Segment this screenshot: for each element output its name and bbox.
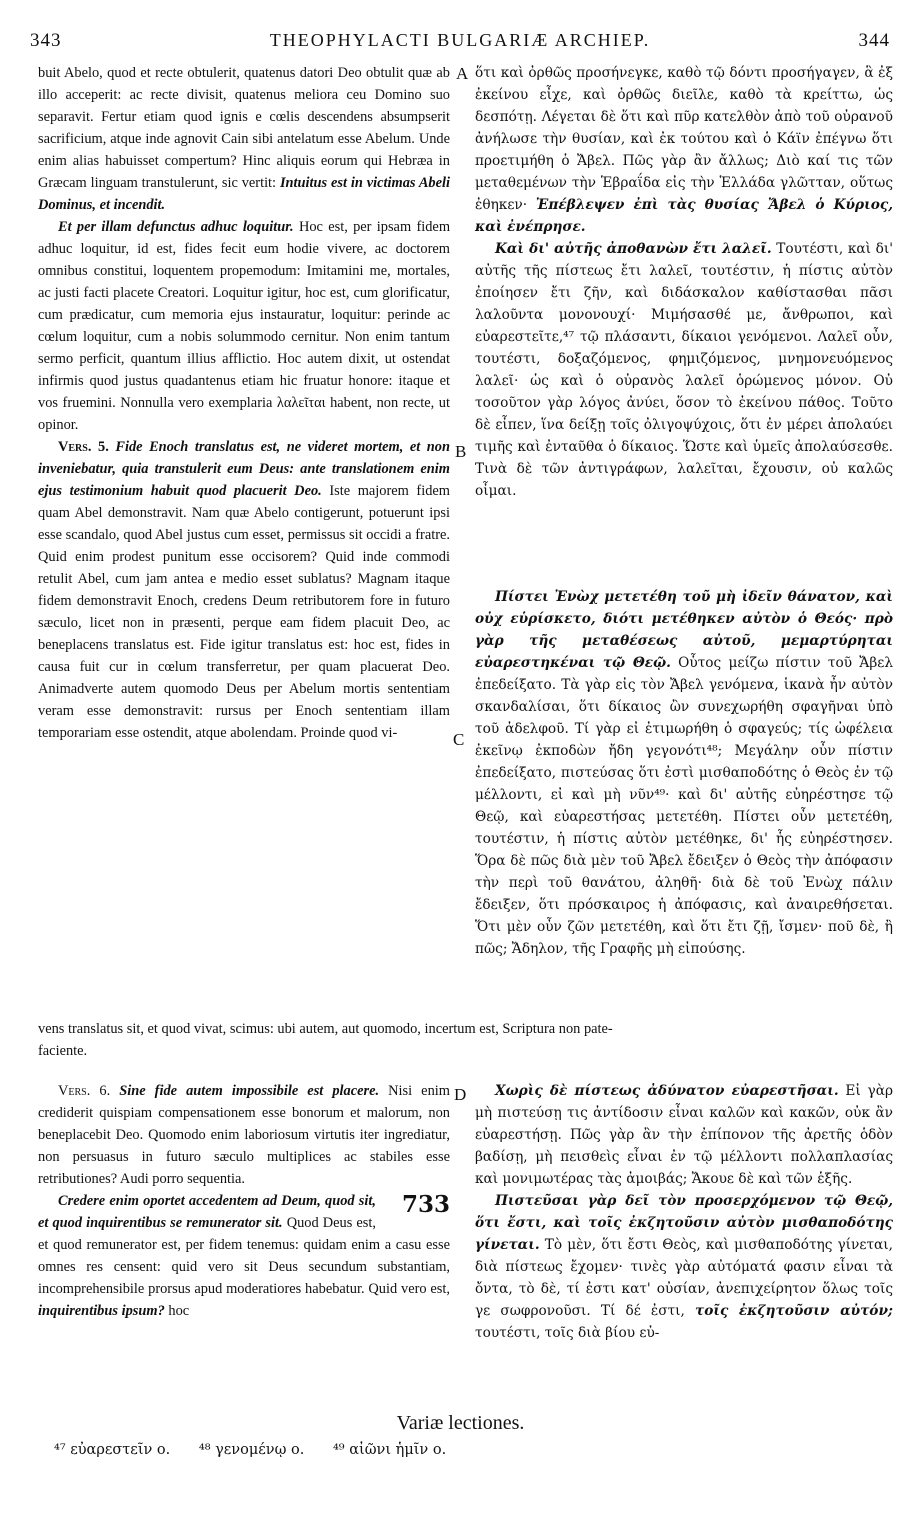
latin-quotation: Intuitus est in victimas Abeli Dominus, et incendit. <box>38 175 450 213</box>
margin-letter-c: C <box>453 730 465 749</box>
margin-letter-b: B <box>455 442 467 461</box>
greek-text: Τουτέστι, καὶ δι' αὐτῆς τῆς πίστεως ἔτι λαλεῖ, τουτέστιν, ἡ πίστις αὐτὸν ἐποίησεν ἔτι ζῆν, καὶ διδάσκαλον καθίστασθαι πᾶσι λαλοῦντα μονονουχί· Μιμήσασθέ με, ἄνθρωποι, καὶ εὐαρεστεῖτε,⁴⁷ τῷ πλάσαντι, δίκαιοι γενόμενοι. Λαλεῖ οὖν, τουτέστι, δοξαζόμενος, φημιζόμενος, μνημονευόμενος λαλεῖ· ὡς καὶ ὁ οὐρανὸς λαλεῖ ὁρώμενος μόνον. Οὐ τοσοῦτον γὰρ λόγος ἀνύει, ὅσον τὸ ἐκείνου πάθος. Τοῦτο δὲ εἶπεν, ἵνα δείξῃ τοῖς ὀλιγοψύχοις, ὅτι ἐν μέρει ἀπολαύει τιμῆς καὶ ἐνταῦθα ὁ δίκαιος. Ὥστε καὶ ὑμεῖς ἀπολαύσεσθε. Τινὰ δὲ τῶν ἀντιγράφων, λαλεῖται, ἔχουσιν, οὐ καλῶς οἶμαι. <box>475 241 893 499</box>
greek-text: Εἰ γὰρ μὴ πιστεύσῃ τις ἀντίδοσιν εἶναι καλῶν καὶ κακῶν, οὐκ ἂν εὐαρεστήσῃ. Πῶς γὰρ ἂν τὴν ἐπίπονον τῆς ἀρετῆς ὁδὸν βαδίσῃ, μὴ πεισθεὶς εἶναι ἐν τῷ μέλλοντι πολλαπλασίας καὶ μονιμωτέρας τὰς ἀμοιβάς; Ἄκουε δὲ καὶ τῶν ἑξῆς. <box>475 1083 893 1187</box>
greek-lemma: Πιστεῦσαι γὰρ δεῖ τὸν προσερχόμενον τῷ Θεῷ, ὅτι ἔστι, καὶ τοῖς ἐκζητοῦσιν αὐτὸν μισθαποδότης γίνεται. <box>475 1193 893 1253</box>
greek-lemma: τοῖς ἐκζητοῦσιν αὐτόν; <box>695 1303 893 1319</box>
latin-paragraph <box>38 1190 450 1322</box>
latin-lemma: Fide Enoch translatus est, ne videret mortem, et non inveniebatur, quia transtulerit eum Deus: ante translationem enim ejus testimonium habuit quod placuerit Deo. <box>38 439 450 499</box>
greek-column-upper <box>475 62 893 502</box>
latin-column-upper <box>38 62 450 744</box>
page-number-left: 343 <box>30 30 62 51</box>
footnote: ⁴⁹ αἰῶνι ἡμῖν ο. <box>332 1442 447 1458</box>
greek-paragraph <box>475 238 893 502</box>
latin-text: hoc <box>168 1303 190 1319</box>
greek-paragraph <box>475 62 893 238</box>
latin-lemma: Credere enim oportet accedentem ad Deum, quod sit, et quod inquirentibus se remunerator sit. <box>38 1193 376 1231</box>
latin-text: Hoc est, per ipsam fidem adhuc loquitur, id est, fides fecit eum hodie vivere, ac doctorem omnibus constitui, loquentem propemodum: Imitamini me, mortales, ac justi facti placete Creatori. Loquitur igitur, hoc est, cum glorificatur, cum prædicatur, cum memoria ejus instauratur, loquitur: perinde ac cœlum loquitur, cum a nobis solummodo cernitur. Non enim tantum sermo perficit, quantum illius afflictio. Hoc autem dixit, ut ostendat infirmis quod justus quadantenus etiam hic fruatur honore: itaque et vos fruemini. Nonnulla vero exemplaria λαλεῖται habent, non recte, ut opinor. <box>38 219 451 433</box>
greek-text: Οὗτος μείζω πίστιν τοῦ Ἄβελ ἐπεδείξατο. Τὰ γὰρ εἰς τὸν Ἄβελ γενόμενα, ἱκανὰ ἦν αὐτὸν σκανδαλίσαι, ὅτι δίκαιος ὢν συνεχωρήθη σφαγῆναι ὑπὸ τοῦ ἀδελφοῦ. Τί γὰρ εἰ ἐτιμωρήθη ὁ σφαγεύς; τίς ὠφέλεια ἐκεῖνῳ ἐκποδὼν ἤδη γεγονότι⁴⁸; Μεγάλην οὖν πίστιν ἐπεδείξατο, πιστεύσας ὅτι ἐστὶ μισθαποδότης ὁ Θεὸς ἐν τῷ μέλλοντι, εἰ καὶ μὴ νῦν⁴⁹· καὶ δι' αὐτῆς εὐηρέστησε τῷ Θεῷ, καὶ εὐαρεστήσας μετετέθη. Πίστει οὖν μετετέθη, τουτέστιν, ἡ πίστις αὐτὸν μετέθηκε, δι' ἧς εὐηρέστησεν. Ὅρα δὲ πῶς διὰ μὲν τοῦ Ἄβελ ἔδειξεν ὁ Θεὸς τὴν ἀπόφασιν τὴν περὶ τοῦ θανάτου, ἀληθῆ· διὰ δὲ τοῦ Ἐνὼχ πάλιν ἔδειξεν, ὅτι πρόσκαιρος ἡ ἀπόφασις, καὶ ἀναιρεθήσεται. Ὅτι μὲν οὖν ζῶν μετετέθη, καὶ ὅτι ἔτι ζῇ, ἴσμεν· ποῦ δὲ, ἢ πῶς; Ἄδηλον, τῆς Γραφῆς μὴ εἰπούσης. <box>475 655 893 957</box>
running-title: THEOPHYLACTI BULGARIÆ ARCHIEP. <box>269 30 651 50</box>
footnote: ⁴⁷ εὐαρεστεῖν ο. <box>54 1442 171 1458</box>
variae-lectiones-heading: Variæ lectiones. <box>396 1412 525 1434</box>
latin-text: vens translatus sit, et quod vivat, scimus: ubi autem, aut quomodo, incertum est, Scriptura non pate- <box>38 1021 613 1037</box>
latin-text: Quod Deus est, et quod remunerator est, per fidem tenemus: quidam enim a casu esse omnes res censent: quid vero sit Deus secundum substantiam, incomprehensibile prorsus apud moderatiores habebatur. Quid vero est, <box>38 1215 450 1297</box>
greek-quotation: Ἐπέβλεψεν ἐπὶ τὰς θυσίας Ἄβελ ὁ Κύριος, καὶ ἐνέπρησε. <box>475 197 893 235</box>
latin-paragraph <box>38 436 450 744</box>
greek-lemma: Πίστει Ἐνὼχ μετετέθη τοῦ μὴ ἰδεῖν θάνατον, καὶ οὐχ εὑρίσκετο, διότι μετέθηκεν αὐτὸν ὁ Θεός· πρὸ γὰρ τῆς μεταθέσεως αὐτοῦ, μεμαρτύρηται εὐαρεστηκέναι τῷ Θεῷ. <box>475 589 893 671</box>
latin-text: Nisi enim crediderit quispiam compensationem esse bonorum et malorum, non beneplacebit Deo. Quomodo enim laboriosum virtutis iter ingrediatur, non persuasus in futuro sæculo multiplices ac stabiles esse retributiones? Audi porro sequentia. <box>38 1083 450 1187</box>
verse-label: Vers. 5. <box>58 439 109 455</box>
variae-lectiones-notes <box>54 1442 654 1458</box>
latin-text: Iste majorem fidem quam Abel demonstravit. Nam quæ Abelo contigerunt, potuerunt ipsi esse scandalo, quod Abel justus cum esset, permissus sit occidi a fratre. Quid enim prodest punitum esse occisorem? Quid inde commodi retulit Abel, cum jam antea e medio esset sublatus? Magnam itaque fidem demonstravit Enoch, credens Deum retributorem fore in futuro sæculo, licet non in præsenti, perque eam fidem placuit Deo, ac beneplacens translatus est. Fide igitur translatus est: hoc est, fides in causa fuit cur in cœlum transferretur, per quam placuerat Deo. Animadverte autem quomodo Deus per Abelum mortis sententiam veram esse demonstravit: rursus per Enoch sententiam illam temporariam esse ostendit, atque abolendam. Proinde quod vi- <box>38 483 450 741</box>
latin-text: faciente. <box>38 1043 88 1059</box>
greek-text: τουτέστι, τοῖς διὰ βίου εὐ- <box>475 1325 660 1341</box>
column-number: 733 <box>401 1191 450 1218</box>
footnote: ⁴⁸ γενομένῳ ο. <box>198 1442 305 1458</box>
margin-letter-a: A <box>456 64 469 83</box>
latin-lemma: Et per illam defunctus adhuc loquitur. <box>58 219 294 235</box>
latin-lemma: Sine fide autem impossibile est placere. <box>119 1083 380 1099</box>
page-number-right: 344 <box>858 30 890 51</box>
greek-paragraph <box>475 1190 893 1344</box>
latin-paragraph <box>38 1080 450 1190</box>
margin-letter-d: D <box>454 1085 467 1104</box>
greek-paragraph <box>475 586 893 960</box>
greek-paragraph <box>475 1080 893 1190</box>
greek-column-middle <box>475 586 893 960</box>
greek-lemma: Καὶ δι' αὐτῆς ἀποθανὼν ἔτι λαλεῖ. <box>495 241 772 257</box>
greek-text: Τὸ μὲν, ὅτι ἔστι Θεὸς, καὶ μισθαποδότης γίνεται, διὰ πίστεως ἔχομεν· τινὲς γὰρ αὐτόματά φασιν εἶναι τὰ ὄντα, τὸ δὲ, τί ἐστι κατ' οὐσίαν, ἀνεπιχείρητον ὅλως τοῖς γε σωφρονοῦσι. Τί δέ ἐστι, <box>475 1237 893 1319</box>
full-width-line <box>38 1018 893 1062</box>
latin-lemma: inquirentibus ipsum? <box>38 1303 165 1319</box>
greek-lemma: Χωρὶς δὲ πίστεως ἀδύνατον εὐαρεστῆσαι. <box>495 1083 839 1099</box>
verse-label: Vers. 6. <box>58 1083 111 1099</box>
page-header <box>30 30 890 60</box>
latin-paragraph <box>38 62 450 216</box>
greek-column-lower <box>475 1080 893 1344</box>
latin-text: buit Abelo, quod et recte obtulerit, quatenus datori Deo obtulit quæ ab illo acceperit: ac recte divisit, quatenus meliora ceu Domino suo separavit. Fertur etiam quod ignis e cœlis descendens absumpserit sacrificium, atque inde agnovit Cain sibi antelatum esse Abelum. Unde enim alias habuisset compertum? Hinc aliquis eorum qui Hebræa in Græcam linguam transtulerunt, sic vertit: <box>38 65 450 191</box>
latin-paragraph <box>38 216 450 436</box>
greek-text: ὅτι καὶ ὀρθῶς προσήνεγκε, καθὸ τῷ δόντι προσήγαγεν, ἃ ἐξ ἐκείνου εἶχε, καὶ ὀρθῶς διεῖλε, καθὸ τὰ κρείττω, ὡς δεσπότῃ. Λέγεται δὲ ὅτι καὶ πῦρ κατελθὸν ἀπὸ τοῦ οὐρανοῦ ἀνήλωσε τὴν θυσίαν, καὶ ἐκ τούτου καὶ ὁ Κάϊν ἐπέγνω ὅτι προετιμήθη ὁ Ἄβελ. Πῶς γὰρ ἂν ἄλλως; Διὸ καί τις τῶν μεταθεμένων τὴν Ἑβραΐδα εἰς τὴν Ἑλλάδα γλῶτταν, οὕτως ἐθηκεν· <box>475 65 893 213</box>
latin-column-lower <box>38 1080 450 1322</box>
